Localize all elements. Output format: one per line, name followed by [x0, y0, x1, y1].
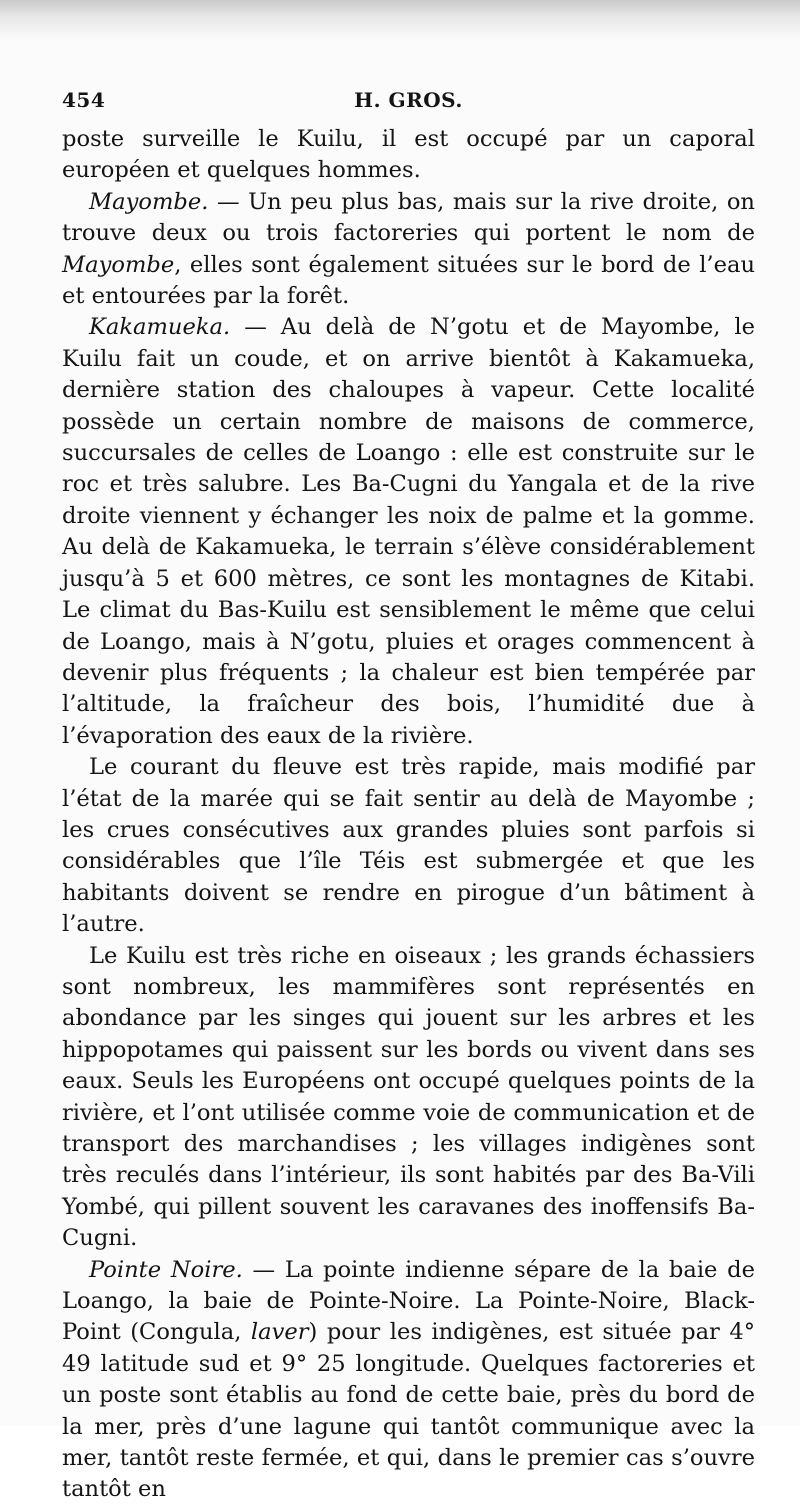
- paragraph-courant: [62, 752, 755, 940]
- paragraph-kakamueka: [62, 312, 755, 752]
- emphasis: Mayombe: [62, 251, 175, 278]
- section-title: Pointe Noire.: [89, 1256, 243, 1283]
- section-title: Mayombe.: [89, 188, 209, 215]
- body-text: [62, 124, 755, 1506]
- paragraph-mayombe: [62, 187, 755, 313]
- paragraph-oiseaux: [62, 941, 755, 1255]
- paragraph-continued: [62, 124, 755, 187]
- emphasis: laver: [250, 1319, 309, 1346]
- paragraph-text: — Au delà de N’gotu et de Mayombe, le Kuilu fait un coude, et on arrive bientôt à Kakamueka, dernière station des chaloupes à vapeur. Cette localité possède un certain nombre de maisons de commerce, succursales de celles de Loango : elle est construite sur le roc et très salubre. Les Ba-Cugni du Yangala et de la rive droite viennent y échanger les noix de palme et la gomme. Au delà de Kakamueka, le terrain s’élève considérablement jusqu’à 5 et 600 mètres, ce sont les montagnes de Kitabi. Le climat du Bas-Kuilu est sensiblement le même que celui de Loango, mais à N’gotu, pluies et orages commencent à devenir plus fréquents ; la chaleur est bien tempérée par l’altitude, la fraîcheur des bois, l’humidité due à l’évaporation des eaux de la rivière.: [62, 314, 755, 749]
- paragraph-text-tail: ) pour les indigènes, est située par 4° 49 latitude sud et 9° 25 longitude. Quelques factoreries et un poste sont établis au fond de cette baie, près du bord de la mer, près d’une lagune qui tantôt communique avec la mer, tantôt reste fermée, et qui, dans le premier cas s’ouvre tantôt en: [62, 1319, 755, 1503]
- section-title: Kakamueka.: [89, 314, 231, 341]
- page-number: 454: [62, 88, 106, 112]
- page-header: [62, 88, 755, 114]
- scan-shadow: [0, 0, 800, 40]
- running-head: H. GROS.: [354, 88, 463, 112]
- paragraph-text: poste surveille le Kuilu, il est occupé par un caporal européen et quelques hommes.: [62, 126, 755, 184]
- paragraph-text: — Un peu plus bas, mais sur la rive droite, on trouve deux ou trois factoreries qui portent le nom de: [62, 188, 755, 247]
- paragraph-text: Le Kuilu est très riche en oiseaux ; les grands échassiers sont nombreux, les mammifères sont représentés en abondance par les singes qui jouent sur les arbres et les hippopotames qui paissent sur les bords ou vivent dans ses eaux. Seuls les Européens ont occupé quelques points de la rivière, et l’ont utilisée comme voie de communication et de transport des marchandises ; les villages indigènes sont très reculés dans l’intérieur, ils sont habités par des Ba-Vili Yombé, qui pillent souvent les caravanes des inoffensifs Ba-Cugni.: [62, 942, 755, 1252]
- paragraph-text: — La pointe indienne sépare de la baie de Loango, la baie de Pointe-Noire. La Pointe-Noire, Black-Point (Congula,: [62, 1256, 755, 1346]
- paragraph-text: Le courant du fleuve est très rapide, mais modifié par l’état de la marée qui se fait sentir au delà de Mayombe ; les crues consécutives aux grandes pluies sont parfois si considérables que l’île Téis est submergée et que les habitants doivent se rendre en pirogue d’un bâtiment à l’autre.: [62, 754, 755, 938]
- paragraph-text-tail: , elles sont également situées sur le bord de l’eau et entourées par la forêt.: [62, 251, 755, 310]
- paragraph-pointe-noire: [62, 1255, 755, 1506]
